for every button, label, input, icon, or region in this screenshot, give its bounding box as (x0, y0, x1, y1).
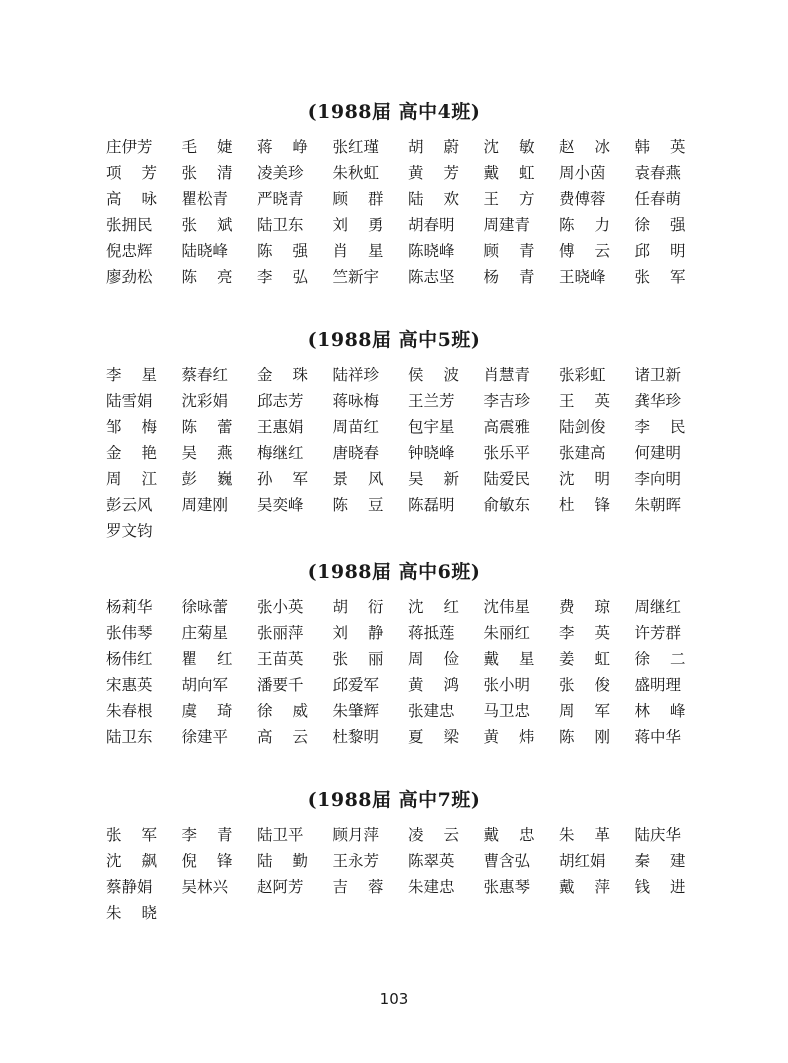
student-name: 凌美珍 (257, 164, 304, 182)
class-section-5 (0, 328, 788, 540)
student-name: 庄菊星 (181, 624, 229, 642)
student-name: 陈 蕾 (181, 418, 233, 436)
student-name: 张丽萍 (257, 624, 304, 642)
student-name: 项 芳 (106, 164, 157, 182)
student-name: 周 江 (106, 470, 157, 488)
student-name: 赵 冰 (559, 138, 610, 156)
student-name: 李向明 (634, 470, 682, 488)
student-name: 景 风 (332, 470, 384, 488)
student-name: 张 斌 (181, 216, 233, 234)
student-name: 杨伟红 (106, 650, 153, 668)
student-name: 张乐平 (483, 444, 531, 462)
student-name: 陈志坚 (408, 268, 455, 286)
student-name: 徐建平 (181, 728, 229, 746)
student-name: 赵阿芳 (257, 878, 304, 896)
student-name: 陆雪娟 (106, 392, 153, 410)
student-name: 陆晓峰 (181, 242, 229, 260)
section-title: (1988届 高中7班) (307, 789, 481, 811)
student-name: 毛 婕 (181, 138, 233, 156)
student-name: 张惠琴 (483, 878, 531, 896)
student-name: 蔡静娟 (106, 878, 153, 896)
student-name: 邱爱军 (332, 676, 380, 694)
student-name: 王 英 (559, 392, 610, 410)
student-name: 朱 晓 (106, 904, 157, 922)
student-name: 朱肇辉 (332, 702, 380, 720)
class-section-6 (0, 560, 788, 746)
student-name: 朱丽红 (483, 624, 531, 642)
student-name: 瞿 红 (181, 650, 233, 668)
student-name: 诸卫新 (634, 366, 682, 384)
student-name: 竺新宇 (332, 268, 380, 286)
student-name: 吉 蓉 (332, 878, 384, 896)
student-name: 周苗红 (332, 418, 380, 436)
student-name: 蒋咏梅 (332, 392, 380, 410)
student-name: 王苗英 (257, 650, 304, 668)
student-name: 王兰芳 (408, 392, 455, 410)
student-name: 吴奕峰 (257, 496, 304, 514)
student-name: 韩 英 (634, 138, 686, 156)
student-name: 陆剑俊 (559, 418, 606, 436)
student-name: 邹 梅 (106, 418, 157, 436)
student-name: 陈磊明 (408, 496, 455, 514)
student-name: 沈 飙 (106, 852, 157, 870)
student-name: 杨莉华 (106, 598, 153, 616)
student-name: 黄 炜 (483, 728, 535, 746)
student-name: 戴 星 (483, 650, 535, 668)
student-name: 顾月萍 (332, 826, 380, 844)
student-name: 刘 勇 (332, 216, 384, 234)
student-name: 张彩虹 (559, 366, 606, 384)
student-name: 陈 亮 (181, 268, 233, 286)
student-name: 林 峰 (634, 702, 686, 720)
student-name: 王永芳 (332, 852, 380, 870)
student-name: 顾 青 (483, 242, 535, 260)
student-name: 胡 衍 (332, 598, 384, 616)
student-name: 陆爱民 (483, 470, 531, 488)
student-name: 袁春燕 (634, 164, 682, 182)
student-name: 沈伟星 (483, 598, 531, 616)
student-name: 朱建忠 (408, 878, 455, 896)
student-name: 沈彩娟 (181, 392, 229, 410)
student-name: 蒋抵莲 (408, 624, 455, 642)
student-name: 黄 鸿 (408, 676, 459, 694)
student-name: 夏 梁 (408, 728, 459, 746)
student-name: 李 英 (559, 624, 610, 642)
student-name: 顾 群 (332, 190, 384, 208)
student-name: 周继红 (634, 598, 682, 616)
student-name: 刘 静 (332, 624, 384, 642)
class-section-7 (0, 788, 788, 922)
student-name: 胡红娟 (559, 852, 606, 870)
student-name: 陆庆华 (634, 826, 682, 844)
student-name: 费傅蓉 (559, 190, 606, 208)
student-name: 宋惠英 (106, 676, 153, 694)
student-name: 戴 萍 (559, 878, 610, 896)
student-name: 黄 芳 (408, 164, 459, 182)
student-name: 庄伊芳 (106, 138, 153, 156)
student-name: 张建忠 (408, 702, 455, 720)
student-name: 朱秋虹 (332, 164, 380, 182)
student-name: 张伟琴 (106, 624, 153, 642)
page-number: 103 (379, 990, 409, 1008)
student-name: 陈 刚 (559, 728, 610, 746)
student-name: 许芳群 (634, 624, 682, 642)
student-name: 陆 欢 (408, 190, 459, 208)
name-grid (106, 598, 788, 746)
student-name: 龚华珍 (634, 392, 682, 410)
student-name: 姜 虹 (559, 650, 610, 668)
student-name: 杨 青 (483, 268, 535, 286)
student-name: 吴 燕 (181, 444, 233, 462)
section-title: (1988届 高中6班) (307, 561, 481, 583)
student-name: 费 琼 (559, 598, 610, 616)
student-name: 包宇星 (408, 418, 455, 436)
name-grid (106, 826, 788, 922)
student-name: 沈 红 (408, 598, 459, 616)
student-name: 高震雅 (483, 418, 531, 436)
student-name: 何建明 (634, 444, 682, 462)
student-name: 周建青 (483, 216, 531, 234)
student-name: 张 俊 (559, 676, 610, 694)
student-name: 高 咏 (106, 190, 157, 208)
student-name: 王晓峰 (559, 268, 606, 286)
student-name: 陈晓峰 (408, 242, 455, 260)
student-name: 沈 敏 (483, 138, 535, 156)
name-grid (106, 366, 788, 540)
student-name: 胡春明 (408, 216, 455, 234)
student-name: 陈 力 (559, 216, 610, 234)
student-name: 胡向军 (181, 676, 229, 694)
student-name: 俞敏东 (483, 496, 531, 514)
student-name: 徐 强 (634, 216, 686, 234)
student-name: 唐晓春 (332, 444, 380, 462)
student-name: 高 云 (257, 728, 308, 746)
student-name: 徐 威 (257, 702, 308, 720)
student-name: 梅继红 (257, 444, 304, 462)
student-name: 凌 云 (408, 826, 459, 844)
student-name: 徐咏蕾 (181, 598, 229, 616)
student-name: 陆卫平 (257, 826, 304, 844)
student-name: 廖劲松 (106, 268, 153, 286)
student-name: 朱 革 (559, 826, 610, 844)
student-name: 张建高 (559, 444, 606, 462)
student-name: 陆卫东 (106, 728, 153, 746)
student-name: 陈翠英 (408, 852, 455, 870)
student-name: 孙 军 (257, 470, 308, 488)
student-name: 张 清 (181, 164, 233, 182)
student-name: 邱志芳 (257, 392, 304, 410)
student-name: 严晓青 (257, 190, 304, 208)
student-name: 张 丽 (332, 650, 384, 668)
student-name: 陆 勤 (257, 852, 308, 870)
student-name: 张拥民 (106, 216, 153, 234)
student-name: 张 军 (634, 268, 686, 286)
student-name: 周建刚 (181, 496, 229, 514)
student-name: 李 星 (106, 366, 157, 384)
student-name: 李吉珍 (483, 392, 531, 410)
student-name: 蒋 峥 (257, 138, 308, 156)
student-name: 朱春根 (106, 702, 153, 720)
student-name: 张 军 (106, 826, 157, 844)
student-name: 吴 新 (408, 470, 459, 488)
student-name: 钟晓峰 (408, 444, 455, 462)
student-name: 李 民 (634, 418, 686, 436)
student-name: 肖 星 (332, 242, 384, 260)
student-name: 朱朝晖 (634, 496, 682, 514)
student-name: 秦 建 (634, 852, 686, 870)
student-name: 倪 锋 (181, 852, 233, 870)
student-name: 李 弘 (257, 268, 308, 286)
student-name: 戴 虹 (483, 164, 535, 182)
student-name: 倪忠辉 (106, 242, 153, 260)
student-name: 陈 豆 (332, 496, 384, 514)
student-name: 蔡春红 (181, 366, 229, 384)
student-name: 吴林兴 (181, 878, 229, 896)
student-name: 马卫忠 (483, 702, 531, 720)
student-name: 陆祥珍 (332, 366, 380, 384)
student-name: 张小英 (257, 598, 304, 616)
student-name: 周 俭 (408, 650, 459, 668)
student-name: 罗文钧 (106, 522, 153, 540)
student-name: 胡 蔚 (408, 138, 459, 156)
student-name: 肖慧青 (483, 366, 531, 384)
student-name: 戴 忠 (483, 826, 535, 844)
student-name: 潘要千 (257, 676, 304, 694)
student-name: 傅 云 (559, 242, 610, 260)
student-name: 金 珠 (257, 366, 308, 384)
student-name: 彭 巍 (181, 470, 233, 488)
student-name: 任春萌 (634, 190, 682, 208)
student-name: 金 艳 (106, 444, 157, 462)
name-grid (106, 138, 788, 286)
student-name: 曹含弘 (483, 852, 531, 870)
section-title: (1988届 高中4班) (307, 101, 481, 123)
student-name: 陆卫东 (257, 216, 304, 234)
student-name: 杜黎明 (332, 728, 380, 746)
student-name: 邱 明 (634, 242, 686, 260)
student-name: 周小茵 (559, 164, 606, 182)
student-name: 徐 二 (634, 650, 686, 668)
student-name: 侯 波 (408, 366, 459, 384)
student-name: 瞿松青 (181, 190, 229, 208)
student-name: 王惠娟 (257, 418, 304, 436)
student-name: 蒋中华 (634, 728, 682, 746)
student-name: 周 军 (559, 702, 610, 720)
student-name: 彭云风 (106, 496, 153, 514)
student-name: 沈 明 (559, 470, 610, 488)
student-name: 张红瑾 (332, 138, 380, 156)
student-name: 杜 锋 (559, 496, 610, 514)
section-title: (1988届 高中5班) (307, 329, 481, 351)
student-name: 钱 进 (634, 878, 686, 896)
student-name: 李 青 (181, 826, 233, 844)
class-section-4 (0, 100, 788, 286)
student-name: 盛明理 (634, 676, 682, 694)
student-name: 陈 强 (257, 242, 308, 260)
student-name: 王 方 (483, 190, 535, 208)
student-name: 张小明 (483, 676, 531, 694)
student-name: 虞 琦 (181, 702, 233, 720)
